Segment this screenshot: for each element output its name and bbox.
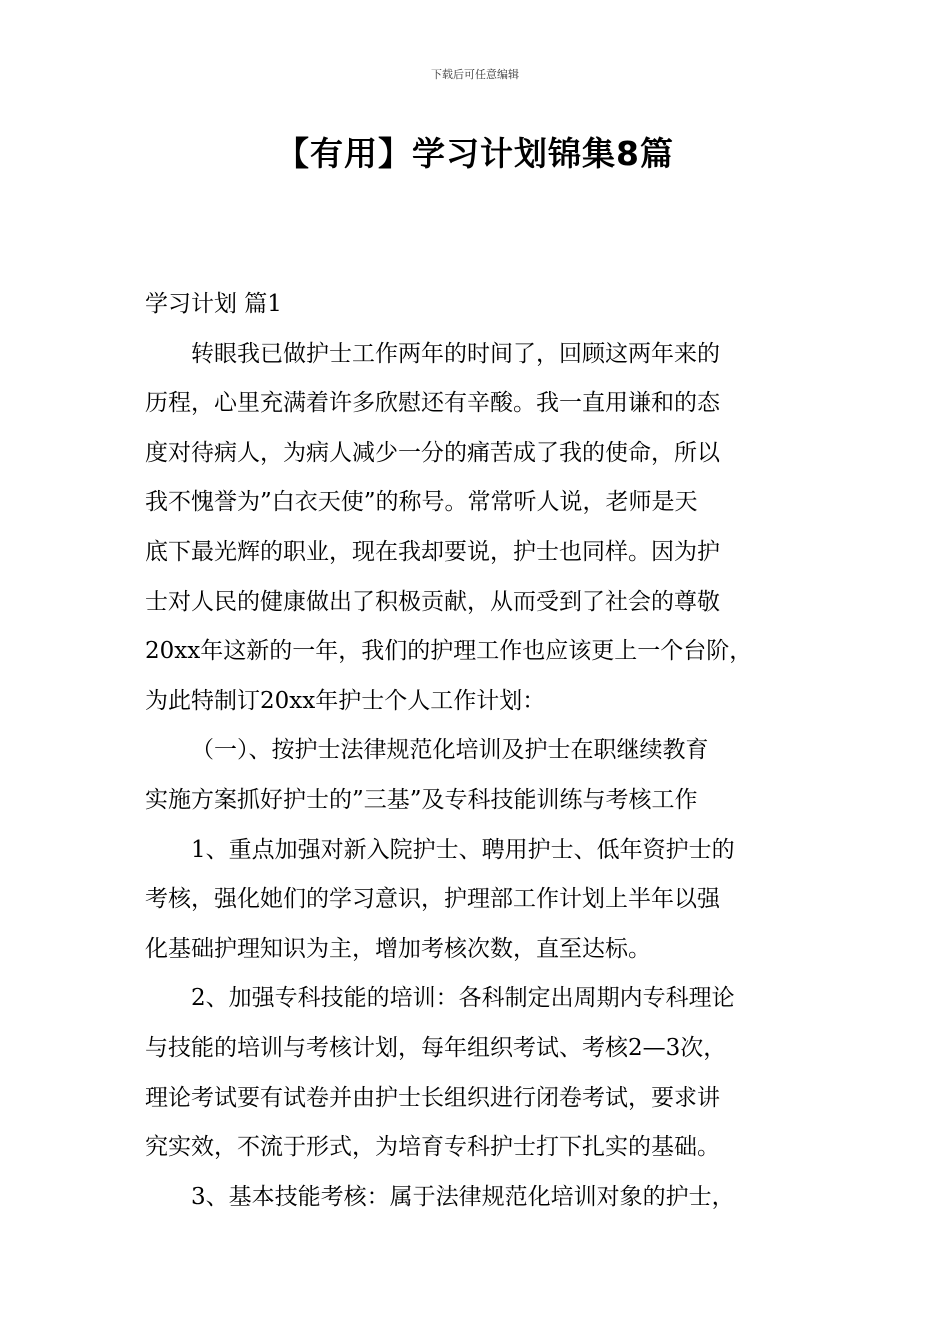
paragraph-line: 底下最光辉的职业，现在我却要说，护士也同样。因为护 [145,538,720,565]
document-body [145,280,835,1222]
document-title: 【有用】学习计划锦集8篇 [276,134,674,173]
section-heading: 学习计划 篇1 [145,291,282,317]
paragraph-line: 考核，强化她们的学习意识，护理部工作计划上半年以强 [145,886,720,913]
paragraph-line: 1、重点加强对新入院护士、聘用护士、低年资护士的 [191,836,735,863]
paragraph-item-1 [145,826,835,975]
paragraph-item-3 [145,1173,835,1223]
paragraph-line: 转眼我已做护士工作两年的时间了，回顾这两年来的 [191,340,720,367]
paragraph-line: 士对人民的健康做出了积极贡献，从而受到了社会的尊敬 [145,588,720,615]
paragraph-section-one [145,726,835,825]
paragraph-line: 2、加强专科技能的培训：各科制定出周期内专科理论 [191,985,735,1012]
header-note: 下载后可任意编辑 [431,68,519,81]
paragraph-line: 化基础护理知识为主，增加考核次数，直至达标。 [145,935,651,962]
paragraph-intro [145,330,835,727]
paragraph-item-2 [145,974,835,1172]
paragraph-line: 我不愧誉为”白衣天使”的称号。常常听人说，老师是天 [145,489,698,516]
paragraph-line: 与技能的培训与考核计划，每年组织考试、考核2—3次， [145,1034,727,1061]
paragraph-line: 为此特制订20xx年护士个人工作计划： [145,687,546,714]
paragraph-line: 究实效，不流于形式，为培育专科护士打下扎实的基础。 [145,1134,720,1161]
paragraph-line: 实施方案抓好护士的”三基”及专科技能训练与考核工作 [145,786,698,813]
paragraph-line: （一）、按护士法律规范化培训及护士在职继续教育 [191,737,709,764]
paragraph-line: 理论考试要有试卷并由护士长组织进行闭卷考试，要求讲 [145,1084,720,1111]
paragraph-line: 20xx年这新的一年，我们的护理工作也应该更上一个台阶， [145,638,753,665]
paragraph-line: 3、基本技能考核：属于法律规范化培训对象的护士， [191,1183,735,1210]
paragraph-line: 历程，心里充满着许多欣慰还有辛酸。我一直用谦和的态 [145,390,720,417]
paragraph-line: 度对待病人，为病人减少一分的痛苦成了我的使命，所以 [145,439,720,466]
